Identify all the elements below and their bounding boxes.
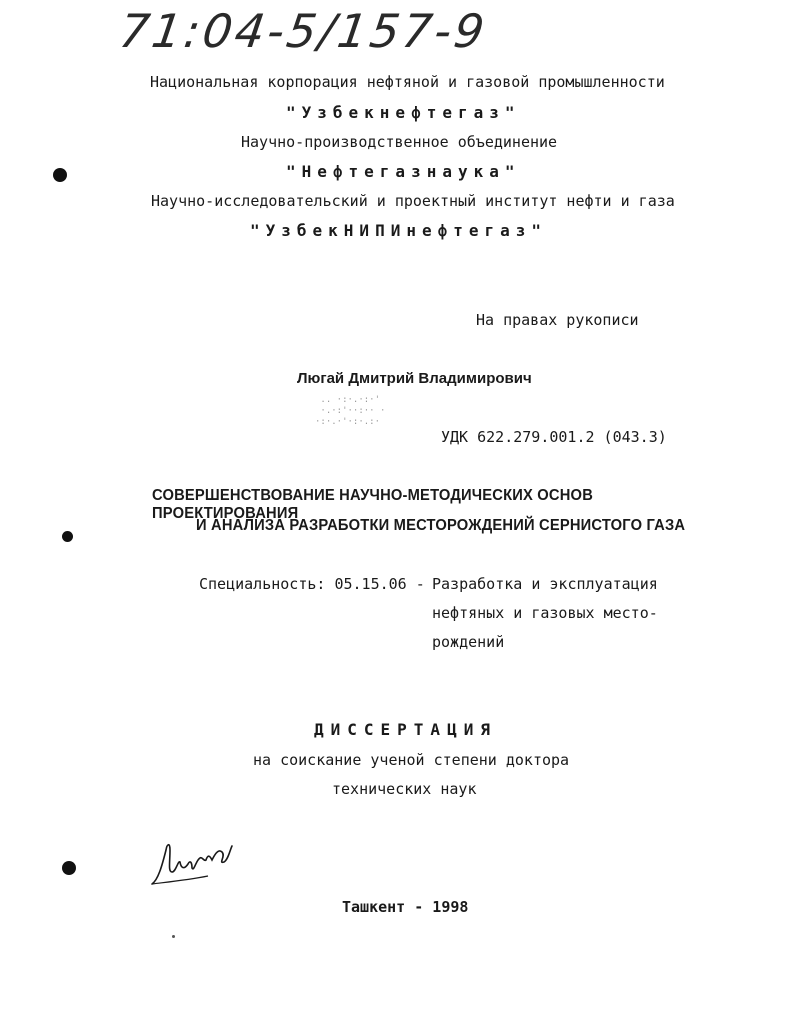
speck: [172, 935, 175, 938]
degree-line1: на соискание ученой степени доктора: [253, 751, 570, 769]
header-neftegaznauka: "Нефтегазнаука": [286, 162, 521, 181]
author-name: Люгай Дмитрий Владимирович: [297, 370, 532, 387]
manuscript-note: На правах рукописи: [476, 311, 639, 329]
header-npo: Научно-производственное объединение: [241, 133, 558, 151]
specialty-line3: рождений: [432, 633, 505, 651]
faint-stamp: .. ·:·.·:·' ·.·:'··:·· · ·:·.·'·:·.:·: [315, 395, 386, 427]
archive-number: 71:04-5/157-9: [116, 4, 491, 58]
specialty-line2: нефтяных и газовых место-: [432, 604, 658, 622]
dissertation-title-line2: И АНАЛИЗА РАЗРАБОТКИ МЕСТОРОЖДЕНИЙ СЕРНИСТОГО ГАЗА: [196, 517, 686, 534]
author-signature: [148, 836, 238, 888]
specialty-line1: Разработка и эксплуатация: [432, 575, 658, 593]
dissertation-title-line1: СОВЕРШЕНСТВОВАНИЕ НАУЧНО-МЕТОДИЧЕСКИХ ОСНОВ ПРОЕКТИРОВАНИЯ: [152, 487, 594, 522]
place-year: Ташкент - 1998: [342, 898, 469, 916]
margin-mark-2: [62, 531, 73, 542]
header-uzbekneftegaz: "Узбекнефтегаз": [286, 103, 521, 122]
margin-mark-1: [53, 168, 67, 182]
degree-line2: технических наук: [332, 780, 477, 798]
margin-mark-3: [62, 861, 76, 875]
header-institute: Научно-исследовательский и проектный институт нефти и газа: [151, 192, 675, 210]
udc-code: УДК 622.279.001.2 (043.3): [441, 428, 667, 446]
dissertation-label: ДИССЕРТАЦИЯ: [314, 720, 497, 739]
header-uzbeknipineftegaz: "УзбекНИПИнефтегаз": [250, 221, 548, 240]
specialty-label: Специальность: 05.15.06 -: [199, 575, 425, 593]
header-corporation: Национальная корпорация нефтяной и газовой промышленности: [150, 73, 665, 91]
